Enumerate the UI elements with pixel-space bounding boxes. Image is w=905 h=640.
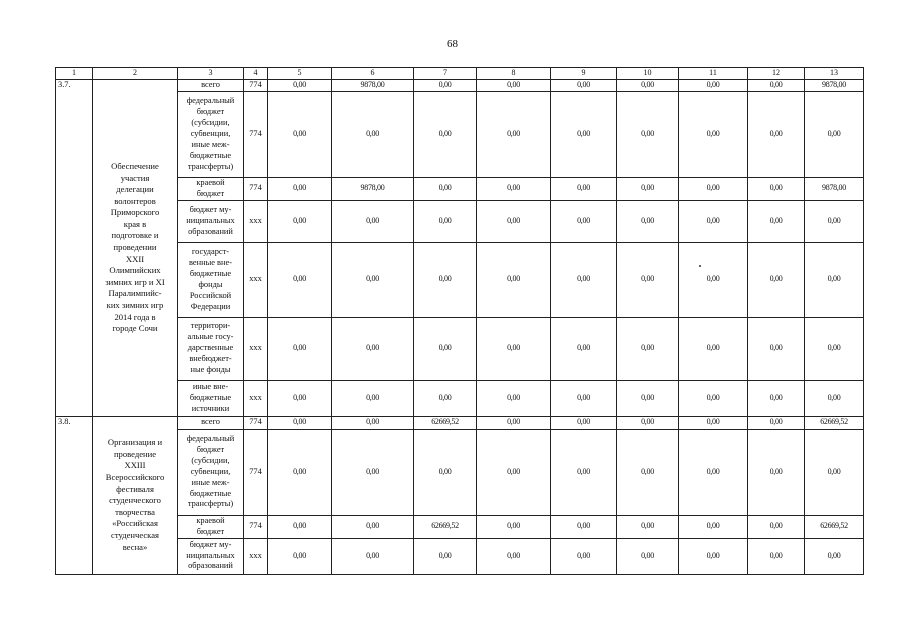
value-cell: 0,00 [414,91,477,177]
value-cell: 62669,52 [805,515,864,538]
funding-source: территори- альные госу- дарственные внебюджет- ные фонды [178,317,244,380]
value-cell: 0,00 [268,91,332,177]
value-cell: 0,00 [617,380,679,416]
value-cell: 0,00 [748,317,805,380]
table-row [56,177,864,200]
table-row [56,380,864,416]
table-row [56,91,864,177]
header-cell: 6 [332,68,414,80]
budget-code: 774 [244,416,268,429]
value-cell: 0,00 [268,380,332,416]
table-row [56,416,864,429]
funding-source: всего [178,416,244,429]
value-cell: 62669,52 [805,416,864,429]
funding-source: иные вне- бюджетные источники [178,380,244,416]
value-cell: 9878,00 [805,177,864,200]
value-cell: 0,00 [748,177,805,200]
page-number: 68 [447,38,458,50]
budget-code: xxx [244,380,268,416]
value-cell: 0,00 [477,242,551,317]
value-cell: 0,00 [679,91,748,177]
value-cell: 0,00 [268,242,332,317]
header-cell: 5 [268,68,332,80]
value-cell: 0,00 [551,429,617,515]
value-cell: 0,00 [679,515,748,538]
value-cell: 0,00 [748,515,805,538]
header-cell: 13 [805,68,864,80]
value-cell: 0,00 [617,515,679,538]
budget-code: xxx [244,317,268,380]
table-row [56,317,864,380]
value-cell: 0,00 [805,91,864,177]
funding-source: федеральный бюджет (субсидии, субвенции, иные меж- бюджетные трансферты) [178,429,244,515]
header-cell: 1 [56,68,93,80]
value-cell: 62669,52 [414,416,477,429]
budget-table [55,67,864,575]
table-row [56,538,864,574]
budget-code: xxx [244,242,268,317]
value-cell: 0,00 [414,317,477,380]
header-cell: 8 [477,68,551,80]
value-cell: 0,00 [679,429,748,515]
value-cell: 0,00 [268,317,332,380]
value-cell: 0,00 [551,200,617,242]
budget-code: 774 [244,177,268,200]
value-cell: 0,00 [268,429,332,515]
value-cell: 0,00 [414,538,477,574]
value-cell: 0,00 [679,200,748,242]
value-cell: 0,00 [617,80,679,92]
value-cell: 0,00 [477,91,551,177]
budget-code: 774 [244,91,268,177]
header-cell: 9 [551,68,617,80]
value-cell: 0,00 [332,416,414,429]
section-code: 3.7. [56,80,93,417]
value-cell: 0,00 [414,380,477,416]
table-row [56,515,864,538]
header-cell: 7 [414,68,477,80]
value-cell: 0,00 [805,380,864,416]
value-cell: 0,00 [477,429,551,515]
funding-source: государст- венные вне- бюджетные фонды Российской Федерации [178,242,244,317]
value-cell: 0,00 [332,317,414,380]
value-cell: 0,00 [748,538,805,574]
value-cell: 0,00 [268,515,332,538]
value-cell: 62669,52 [414,515,477,538]
program-name: Обеспечение участия делегации волонтеров Приморского края в подготовке и проведении XXII Олимпийских зимних игр и XI Паралимпийс- ких зимних игр 2014 года в городе Сочи [93,80,178,417]
header-cell: 11 [679,68,748,80]
funding-source: бюджет му- ниципальных образований [178,200,244,242]
value-cell: 0,00 [748,416,805,429]
value-cell: 0,00 [477,80,551,92]
table-row [56,242,864,317]
value-cell: 0,00 [679,380,748,416]
value-cell: 0,00 [332,200,414,242]
table-row [56,200,864,242]
funding-source: федеральный бюджет (субсидии, субвенции, иные меж- бюджетные трансферты) [178,91,244,177]
value-cell: 0,00 [805,242,864,317]
header-cell: 3 [178,68,244,80]
header-row [56,68,864,80]
value-cell: 0,00 [679,416,748,429]
value-cell: 0,00 [332,242,414,317]
value-cell: 0,00 [551,380,617,416]
value-cell: 0,00 [477,200,551,242]
value-cell: 9878,00 [332,177,414,200]
table-row [56,429,864,515]
budget-code: xxx [244,538,268,574]
value-cell: 0,00 [551,91,617,177]
value-cell: 0,00 [414,177,477,200]
value-cell: 0,00 [551,317,617,380]
value-cell: 0,00 [551,538,617,574]
value-cell: 0,00 [551,242,617,317]
budget-code: 774 [244,515,268,538]
value-cell: 0,00 [551,80,617,92]
funding-source: бюджет му- ниципальных образований [178,538,244,574]
value-cell: 0,00 [679,317,748,380]
value-cell: 0,00 [748,80,805,92]
funding-source: всего [178,80,244,92]
header-cell: 4 [244,68,268,80]
value-cell: 0,00 [414,242,477,317]
value-cell: 0,00 [332,429,414,515]
value-cell: 0,00 [551,515,617,538]
value-cell: 0,00 [679,177,748,200]
value-cell: 0,00 [617,200,679,242]
value-cell: 0,00 [617,242,679,317]
funding-source: краевой бюджет [178,515,244,538]
value-cell: 0,00 [805,538,864,574]
value-cell: 0,00 [748,429,805,515]
value-cell: 9878,00 [332,80,414,92]
value-cell: 0,00 [551,416,617,429]
value-cell: 0,00 [748,91,805,177]
value-cell: 0,00 [617,429,679,515]
header-cell: 10 [617,68,679,80]
value-cell: 0,00 [617,91,679,177]
value-cell: 0,00 [551,177,617,200]
value-cell: 0,00 [805,317,864,380]
value-cell: 0,00 [617,317,679,380]
value-cell: 0,00 [805,200,864,242]
value-cell: 0,00 [748,380,805,416]
value-cell: 0,00 [477,515,551,538]
header-cell: 2 [93,68,178,80]
funding-source: краевой бюджет [178,177,244,200]
value-cell: 0,00 [332,380,414,416]
value-cell: 0,00 [617,538,679,574]
value-cell: 9878,00 [805,80,864,92]
value-cell: 0,00 [268,416,332,429]
value-cell: 0,00 [748,242,805,317]
section-code: 3.8. [56,416,93,574]
value-cell: 0,00 [414,429,477,515]
table-row [56,80,864,92]
value-cell: 0,00 [332,91,414,177]
value-cell: 0,00 [268,177,332,200]
value-cell: 0,00 [477,538,551,574]
value-cell: 0,00 [477,177,551,200]
value-cell: 0,00 [332,538,414,574]
value-cell: 0,00 [477,380,551,416]
value-cell: 0,00 [617,416,679,429]
value-cell: 0,00 [268,538,332,574]
value-cell: 0,00 [748,200,805,242]
value-cell: 0,00 [477,317,551,380]
program-name: Организация и проведение XXIII Всероссийского фестиваля студенческого творчества «Российская студенческая весна» [93,416,178,574]
value-cell: 0,00 [414,80,477,92]
budget-code: 774 [244,80,268,92]
value-cell: 0,00 [414,200,477,242]
value-cell: 0,00 [268,80,332,92]
budget-code: xxx [244,200,268,242]
value-cell: 0,00 [679,80,748,92]
value-cell: 0,00 [332,515,414,538]
value-cell: 0,00 [268,200,332,242]
header-cell: 12 [748,68,805,80]
value-cell: 0,00 [805,429,864,515]
value-cell: 0,00 [679,242,748,317]
value-cell: 0,00 [679,538,748,574]
value-cell: 0,00 [617,177,679,200]
value-cell: 0,00 [477,416,551,429]
budget-code: 774 [244,429,268,515]
